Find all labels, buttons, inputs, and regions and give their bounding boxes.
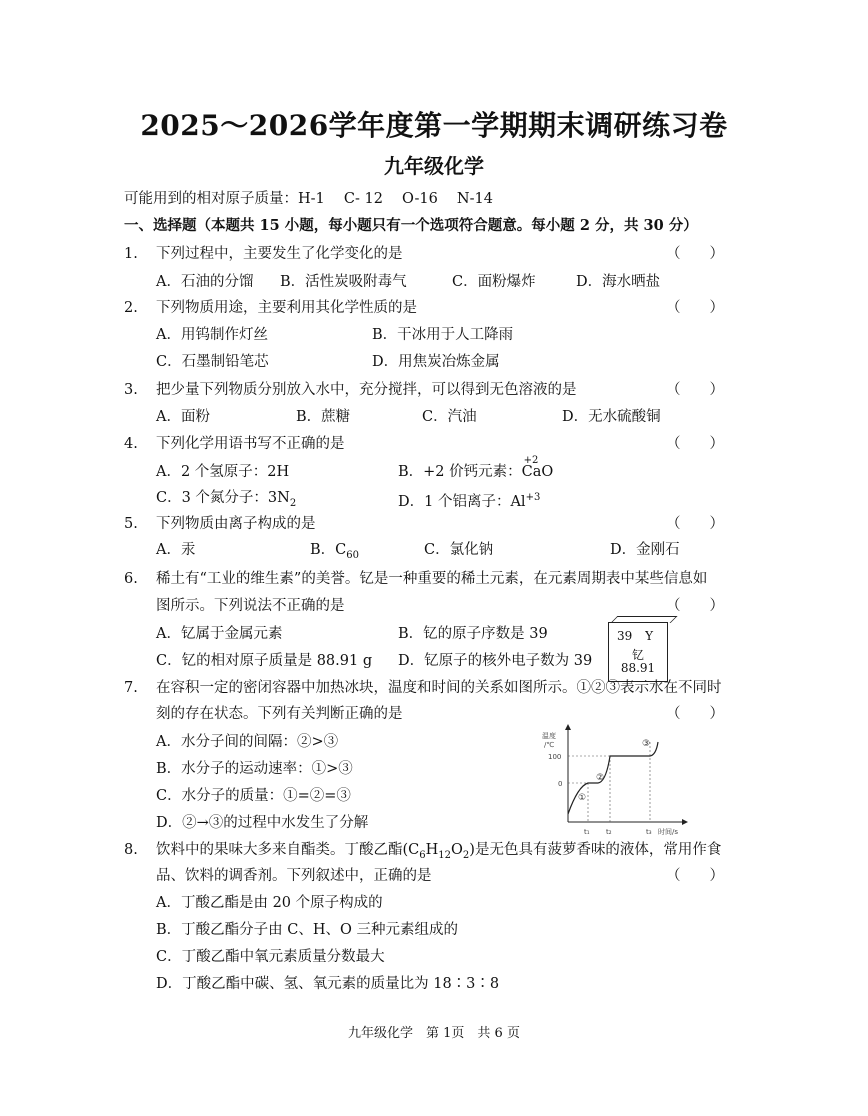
formula-part: H (425, 842, 439, 858)
x-tick-t1: t₁ (584, 828, 590, 836)
atomic-mass: 88.91 (620, 661, 656, 675)
stem-text: )是无色具有菠萝香味的液体，常用作食 (469, 842, 722, 858)
option-d: D．丁酸乙酯中碳、氢、氧元素的质量比为 18∶3∶8 (156, 976, 500, 992)
option-c-text: C．3 个氮分子：3N (156, 490, 290, 506)
question-stem-line2: 品、饮料的调香剂。下列叙述中，正确的是 (156, 868, 432, 884)
question-number: 8. (124, 842, 138, 858)
option-d: D．用焦炭冶炼金属 (372, 354, 500, 370)
question-stem-line1: 在容积一定的密闭容器中加热冰块，温度和时间的关系如图所示。①②③表示水在不同时 (156, 680, 722, 696)
answer-paren: （ ） (666, 516, 724, 532)
atomic-masses: 可能用到的相对原子质量：H-1 C- 12 O-16 N-14 (124, 191, 493, 207)
option-c: C．水分子的质量：①=②=③ (156, 788, 351, 804)
answer-paren: （ ） (666, 598, 724, 614)
option-a: A．钇属于金属元素 (156, 626, 283, 642)
valence-mark: +2 (523, 455, 539, 466)
element-name: 钇 (631, 648, 644, 662)
x-axis-arrow (682, 819, 688, 825)
option-d: D．金刚石 (610, 542, 680, 558)
option-b-text: B．+2 价钙元素： (398, 464, 522, 480)
option-c: C．面粉爆炸 (452, 274, 536, 290)
question-number: 1. (124, 246, 138, 262)
option-d-text: D．1 个铝离子：Al (398, 493, 526, 510)
option-c (156, 488, 296, 514)
option-c: C．钇的相对原子质量是 88.91 g (156, 653, 373, 669)
option-d: D．②→③的过程中水发生了分解 (156, 815, 369, 831)
y-axis-arrow (565, 724, 571, 730)
stem-text: 饮料中的果味大多来自酯类。丁酸乙酯(C (156, 842, 420, 858)
y-label-2: /℃ (544, 741, 555, 749)
formula-part: O (451, 842, 463, 858)
option-c: C．氯化钠 (424, 542, 494, 558)
question-number: 5. (124, 516, 138, 532)
y-tick-100: 100 (548, 753, 562, 761)
x-tick-t2: t₂ (606, 828, 612, 836)
atomic-number: 39 (617, 629, 633, 643)
question-stem: 下列物质用途，主要利用其化学性质的是 (156, 300, 417, 316)
question-stem-line2: 刻的存在状态。下列有关判断正确的是 (156, 706, 403, 722)
question-number: 2. (124, 300, 138, 316)
option-b (398, 455, 554, 482)
option-c: C．石墨制铅笔芯 (156, 354, 269, 370)
option-b: B．活性炭吸附毒气 (280, 274, 407, 290)
answer-paren: （ ） (666, 300, 724, 316)
question-number: 4. (124, 436, 138, 452)
option-a: A．水分子间的间隔：②>③ (156, 734, 339, 750)
option-c: C．丁酸乙酯中氧元素质量分数最大 (156, 949, 385, 965)
option-a: A．石油的分馏 (156, 274, 254, 290)
state-marker-1: ① (578, 793, 587, 803)
subscript: 2 (289, 497, 297, 509)
state-marker-3: ③ (642, 739, 651, 749)
element-card (608, 622, 668, 682)
question-stem: 下列化学用语书写不正确的是 (156, 436, 345, 452)
answer-paren: （ ） (666, 246, 724, 262)
option-a: A．2 个氢原子：2H (156, 464, 290, 480)
page-footer: 九年级化学 第 1页 共 6 页 (348, 1026, 520, 1041)
subscript: 12 (438, 849, 452, 861)
answer-paren: （ ） (666, 382, 724, 398)
option-b: B．蔗糖 (296, 409, 351, 425)
option-d (398, 488, 540, 512)
state-marker-2: ② (596, 773, 605, 783)
option-b: B．丁酸乙酯分子由 C、H、O 三种元素组成的 (156, 922, 458, 938)
page-title: 2025～2026学年度第一学期期末调研练习卷 (140, 109, 728, 142)
option-b (310, 540, 359, 566)
option-b: B．钇的原子序数是 39 (398, 626, 548, 642)
option-a: A．面粉 (156, 409, 210, 425)
question-stem-line1 (156, 840, 721, 866)
option-d: D．钇原子的核外电子数为 39 (398, 653, 593, 669)
superscript: +3 (525, 492, 541, 503)
answer-paren: （ ） (666, 868, 724, 884)
question-stem: 下列物质由离子构成的是 (156, 516, 316, 532)
page-subtitle: 九年级化学 (384, 154, 484, 178)
element-symbol: Y (645, 629, 653, 643)
heating-curve (568, 742, 658, 814)
valence-formula (521, 455, 554, 482)
y-label-1: 温度 (542, 732, 556, 740)
x-tick-t3: t₃ (646, 828, 652, 836)
formula: CaO (521, 464, 554, 480)
subscript: 2 (462, 849, 470, 861)
option-c: C．汽油 (422, 409, 477, 425)
question-stem-line1: 稀土有“工业的维生素”的美誉。钇是一种重要的稀土元素，在元素周期表中某些信息如 (156, 571, 708, 587)
subscript: 6 (419, 849, 426, 861)
section-heading: 一、选择题（本题共 15 小题，每小题只有一个选项符合题意。每小题 2 分，共 30 分） (124, 217, 698, 234)
question-number: 7. (124, 680, 138, 696)
option-b-text: B．C (310, 542, 347, 558)
option-a: A．丁酸乙酯是由 20 个原子构成的 (156, 895, 383, 911)
option-b: B．水分子的运动速率：①>③ (156, 761, 353, 777)
subscript: 60 (346, 549, 359, 561)
question-number: 6. (124, 571, 138, 587)
answer-paren: （ ） (666, 436, 724, 452)
option-a: A．汞 (156, 542, 196, 558)
temperature-time-graph (540, 722, 690, 840)
option-d: D．海水晒盐 (576, 274, 661, 290)
question-stem: 把少量下列物质分别放入水中，充分搅拌，可以得到无色溶液的是 (156, 382, 577, 398)
question-stem-line2: 图所示。下列说法不正确的是 (156, 598, 345, 614)
answer-paren: （ ） (666, 706, 724, 722)
option-b: B．干冰用于人工降雨 (372, 327, 514, 343)
question-stem: 下列过程中，主要发生了化学变化的是 (156, 246, 403, 262)
x-label: 时间/s (658, 828, 679, 836)
question-number: 3. (124, 382, 138, 398)
y-tick-0: 0 (558, 780, 563, 788)
option-a: A．用钨制作灯丝 (156, 327, 268, 343)
option-d: D．无水硫酸铜 (562, 409, 661, 425)
